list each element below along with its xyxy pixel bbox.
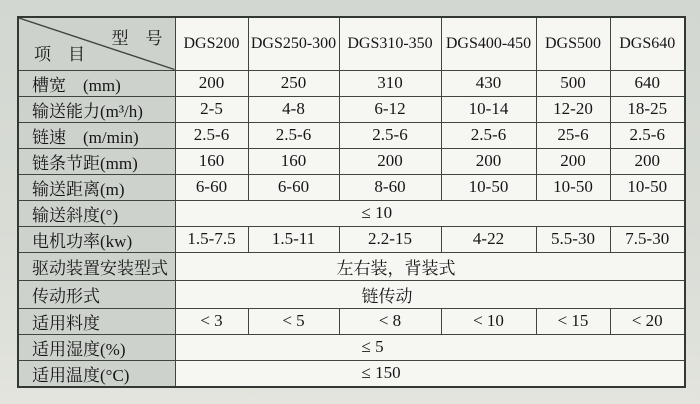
- row-label: 槽宽 (mm): [18, 70, 175, 96]
- corner-label-model: 型 号: [111, 29, 163, 48]
- value-cell: 10-50: [441, 174, 536, 200]
- table-row-trough-width: [18, 70, 685, 96]
- value-cell: 200: [441, 148, 536, 174]
- value-cell: 6-12: [339, 96, 441, 122]
- value-cell: < 3: [175, 308, 248, 334]
- row-label: 输送能力(m³/h): [18, 96, 175, 122]
- row-label: 输送距离(m): [18, 174, 175, 200]
- column-header-dgs250-300: DGS250-300: [248, 17, 339, 70]
- row-label: 适用温度(°C): [18, 360, 175, 387]
- value-cell: < 20: [610, 308, 685, 334]
- value-cell: 7.5-30: [610, 226, 685, 252]
- column-header-dgs400-450: DGS400-450: [441, 17, 536, 70]
- column-header-dgs200: DGS200: [175, 17, 248, 70]
- merged-value-cell: 左右装，背装式: [175, 252, 685, 280]
- value-cell: < 5: [248, 308, 339, 334]
- value-cell: 200: [175, 70, 248, 96]
- table-row-humidity: [18, 334, 685, 360]
- value-cell: 5.5-30: [536, 226, 610, 252]
- value-cell: 2.5-6: [441, 122, 536, 148]
- value-cell: 25-6: [536, 122, 610, 148]
- value-cell: 12-20: [536, 96, 610, 122]
- value-cell: 4-8: [248, 96, 339, 122]
- table-row-chain-speed: [18, 122, 685, 148]
- table-row-conveying-distance: [18, 174, 685, 200]
- value-cell: 2.5-6: [175, 122, 248, 148]
- value-cell: 18-25: [610, 96, 685, 122]
- value-cell: 500: [536, 70, 610, 96]
- corner-label-item: 项 目: [34, 44, 85, 64]
- table-row-drive-mounting: [18, 252, 685, 280]
- value-cell: < 8: [339, 308, 441, 334]
- row-label: 适用湿度(%): [18, 334, 175, 360]
- value-cell: 2-5: [175, 96, 248, 122]
- row-label: 适用料度: [18, 308, 175, 334]
- value-cell: 2.5-6: [610, 122, 685, 148]
- merged-value-cell: ≤ 150: [175, 360, 685, 387]
- column-header-dgs640: DGS640: [610, 17, 685, 70]
- table-row-chain-pitch: [18, 148, 685, 174]
- value-cell: 310: [339, 70, 441, 96]
- merged-value-cell: 链传动: [175, 280, 685, 308]
- merged-value-cell: ≤ 5: [175, 334, 685, 360]
- row-label: 链速 (m/min): [18, 122, 175, 148]
- row-label: 输送斜度(°): [18, 200, 175, 226]
- merged-value-cell: ≤ 10: [175, 200, 685, 226]
- table-row-material-size: [18, 308, 685, 334]
- value-cell: 2.5-6: [339, 122, 441, 148]
- spec-table: [17, 16, 686, 388]
- value-cell: 2.2-15: [339, 226, 441, 252]
- value-cell: 6-60: [248, 174, 339, 200]
- value-cell: 1.5-7.5: [175, 226, 248, 252]
- value-cell: 200: [536, 148, 610, 174]
- value-cell: 200: [339, 148, 441, 174]
- row-label: 驱动装置安装型式: [18, 252, 175, 280]
- value-cell: < 15: [536, 308, 610, 334]
- table-row-temperature: [18, 360, 685, 387]
- column-header-dgs310-350: DGS310-350: [339, 17, 441, 70]
- value-cell: 6-60: [175, 174, 248, 200]
- column-header-dgs500: DGS500: [536, 17, 610, 70]
- table-row-motor-power: [18, 226, 685, 252]
- value-cell: 4-22: [441, 226, 536, 252]
- value-cell: < 10: [441, 308, 536, 334]
- value-cell: 10-50: [536, 174, 610, 200]
- value-cell: 10-50: [610, 174, 685, 200]
- value-cell: 8-60: [339, 174, 441, 200]
- value-cell: 1.5-11: [248, 226, 339, 252]
- value-cell: 2.5-6: [248, 122, 339, 148]
- table-row-transmission-type: [18, 280, 685, 308]
- value-cell: 430: [441, 70, 536, 96]
- table-row-incline: [18, 200, 685, 226]
- value-cell: 160: [175, 148, 248, 174]
- row-label: 链条节距(mm): [18, 148, 175, 174]
- table-row-capacity: [18, 96, 685, 122]
- value-cell: 10-14: [441, 96, 536, 122]
- value-cell: 160: [248, 148, 339, 174]
- value-cell: 200: [610, 148, 685, 174]
- corner-cell: [18, 17, 175, 70]
- value-cell: 640: [610, 70, 685, 96]
- row-label: 电机功率(kw): [18, 226, 175, 252]
- header-row: [18, 17, 685, 70]
- value-cell: 250: [248, 70, 339, 96]
- row-label: 传动形式: [18, 280, 175, 308]
